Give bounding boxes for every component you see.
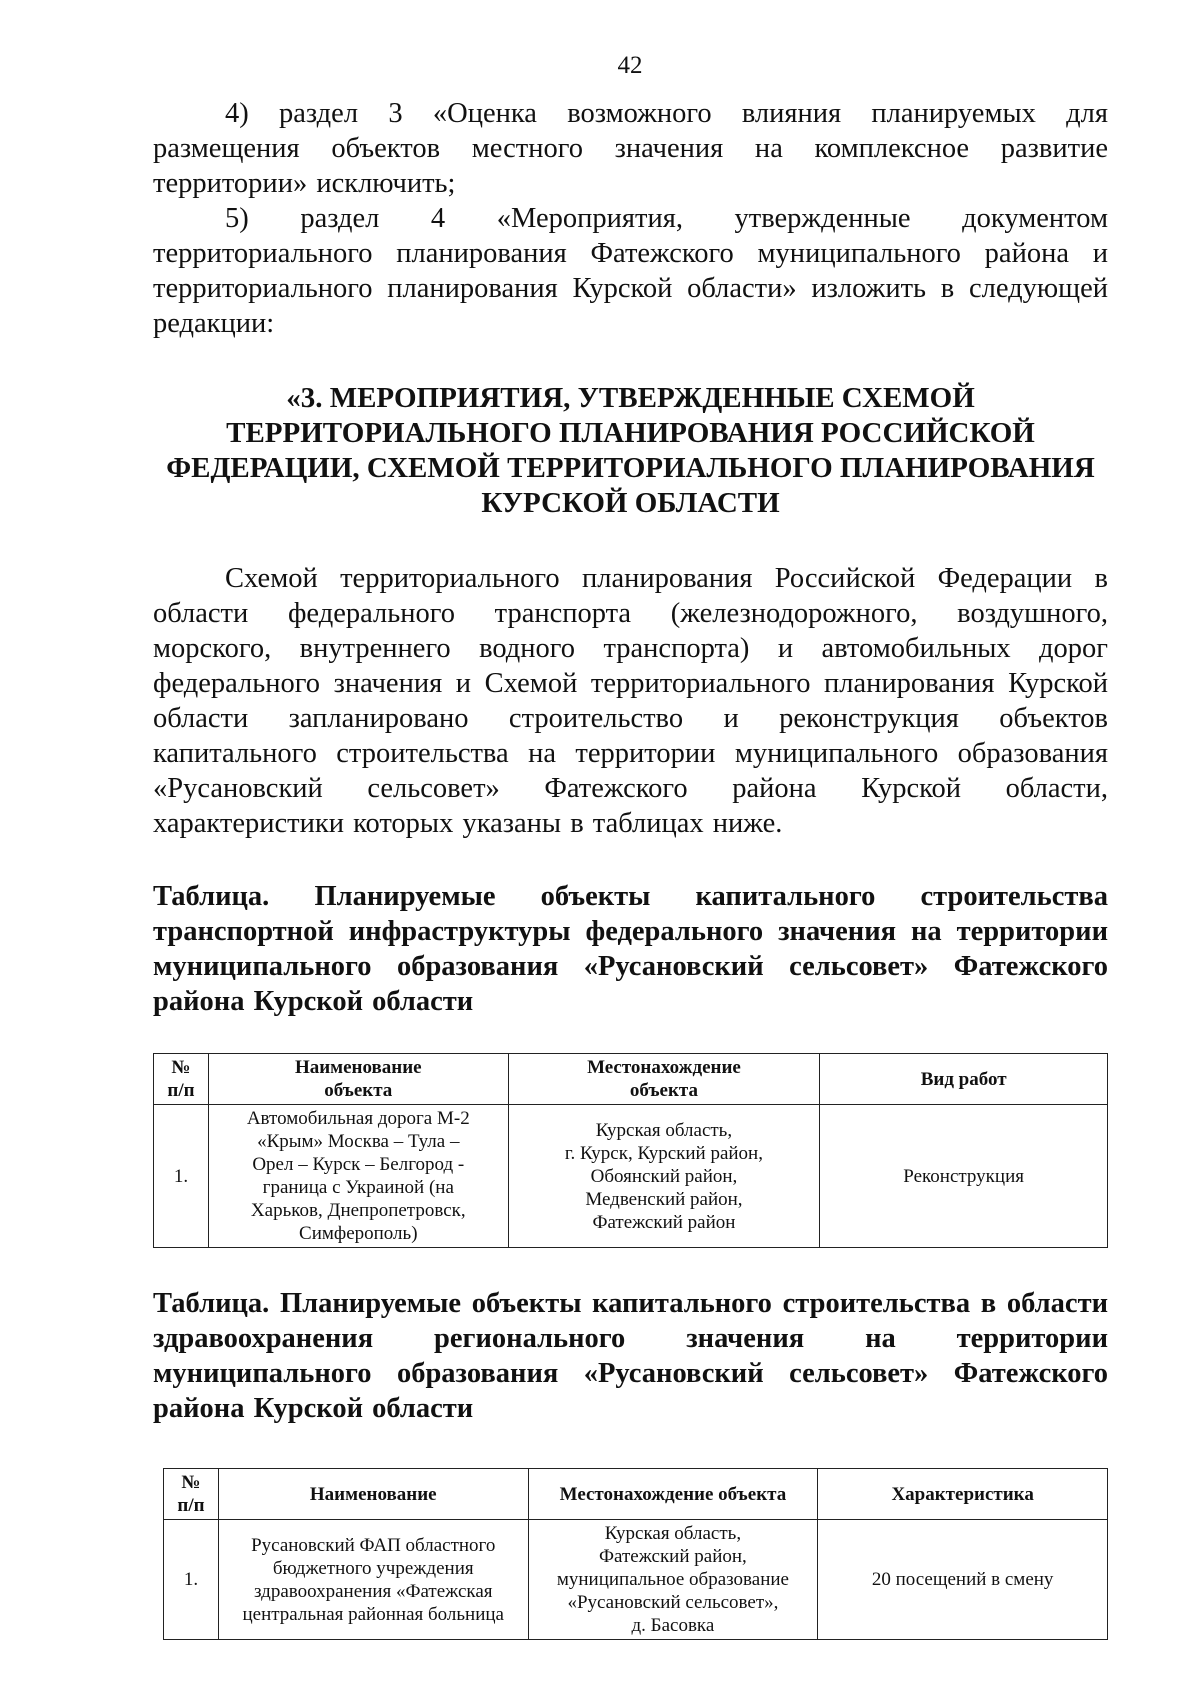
row-number: 1. xyxy=(164,1520,219,1640)
table-row xyxy=(164,1520,1108,1640)
row-characteristic: 20 посещений в смену xyxy=(818,1520,1108,1640)
healthcare-objects-table xyxy=(163,1468,1108,1640)
header-number: № п/п xyxy=(154,1054,209,1105)
row-object-location: Курская область, г. Курск, Курский район, Обоянский район, Медвенский район, Фатежский район xyxy=(508,1105,820,1248)
header-number: № п/п xyxy=(164,1469,219,1520)
header-location: Местонахождение объекта xyxy=(528,1469,818,1520)
header-work-type: Вид работ xyxy=(820,1054,1108,1105)
intro-item-4: 4) раздел 3 «Оценка возможного влияния планируемых для размещения объектов местного значения на комплексное развитие территории» исключить; xyxy=(153,98,1108,199)
table-header-row xyxy=(154,1054,1108,1105)
transport-objects-table xyxy=(153,1053,1108,1248)
row-name: Русановский ФАП областного бюджетного учреждения здравоохранения «Фатежская центральная районная больница xyxy=(218,1520,528,1640)
section-heading-line-2: ТЕРРИТОРИАЛЬНОГО ПЛАНИРОВАНИЯ РОССИЙСКОЙ xyxy=(226,417,1035,449)
row-location: Курская область, Фатежский район, муниципальное образование «Русановский сельсовет», д. Басовка xyxy=(528,1520,818,1640)
section-heading-line-1: «3. МЕРОПРИЯТИЯ, УТВЕРЖДЕННЫЕ СХЕМОЙ xyxy=(286,382,975,414)
section-heading-line-4: КУРСКОЙ ОБЛАСТИ xyxy=(481,487,780,519)
row-object-name: Автомобильная дорога М-2 «Крым» Москва – Тула – Орел – Курск – Белгород - граница с Украиной (на Харьков, Днепропетровск, Симферополь) xyxy=(208,1105,508,1248)
page-number: 42 xyxy=(617,52,643,79)
document-body xyxy=(153,96,1108,1640)
table-header-row xyxy=(164,1469,1108,1520)
section-heading-line-3: ФЕДЕРАЦИИ, СХЕМОЙ ТЕРРИТОРИАЛЬНОГО ПЛАНИРОВАНИЯ xyxy=(166,452,1095,484)
section-body-paragraph: Схемой территориального планирования Российской Федерации в области федерального транспорта (железнодорожного, воздушного, морского, внутреннего водного транспорта) и автомобильных дорог федерального значения и Схемой территориального планирования Курской области запланировано строительство и реконструкция объектов капитального строительства на территории муниципального образования «Русановский сельсовет» Фатежского района Курской области, характеристики которых указаны в таблицах ниже. xyxy=(153,563,1108,839)
row-number: 1. xyxy=(154,1105,209,1248)
section-heading xyxy=(153,381,1108,521)
header-characteristic: Характеристика xyxy=(818,1469,1108,1520)
header-object-location: Местонахождение объекта xyxy=(508,1054,820,1105)
row-work-type: Реконструкция xyxy=(820,1105,1108,1248)
table1-caption: Таблица. Планируемые объекты капитального строительства транспортной инфраструктуры федерального значения на территории муниципального образования «Русановский сельсовет» Фатежского района Курской области xyxy=(153,881,1108,1017)
table-row xyxy=(154,1105,1108,1248)
table2-caption: Таблица. Планируемые объекты капитального строительства в области здравоохранения регионального значения на территории муниципального образования «Русановский сельсовет» Фатежского района Курской области xyxy=(153,1288,1108,1424)
intro-item-5: 5) раздел 4 «Мероприятия, утвержденные документом территориального планирования Фатежского муниципального района и территориального планирования Курской области» изложить в следующей редакции: xyxy=(153,203,1108,339)
header-name: Наименование xyxy=(218,1469,528,1520)
header-object-name: Наименование объекта xyxy=(208,1054,508,1105)
